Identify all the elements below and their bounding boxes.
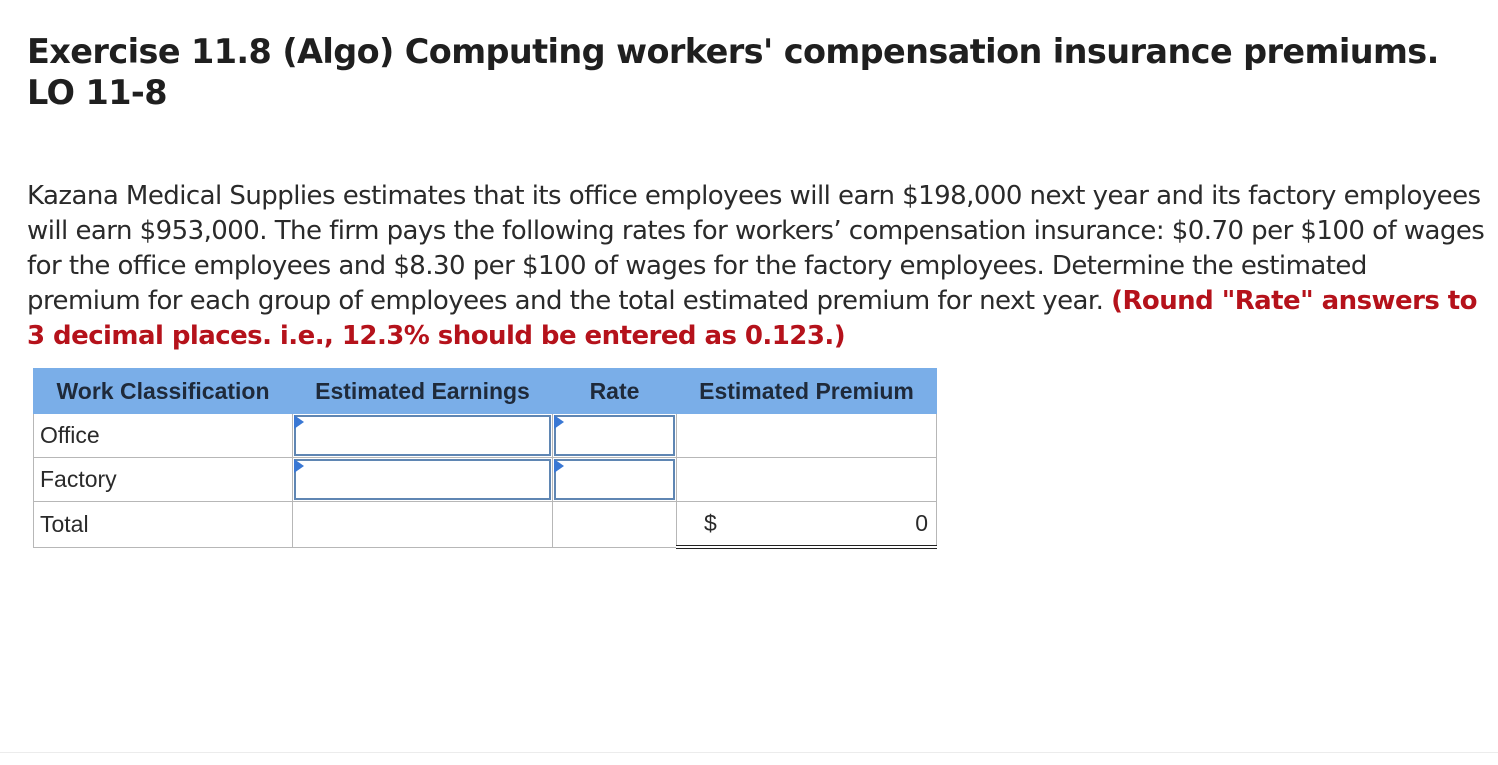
total-premium-value: 0 [915, 510, 928, 536]
input-flag-icon [294, 415, 304, 429]
total-label: Total [34, 502, 293, 548]
office-rate-cell [553, 414, 677, 458]
table-row-office [34, 414, 937, 458]
header-rate: Rate [553, 369, 677, 414]
factory-rate-cell [553, 458, 677, 502]
table-row-total [34, 502, 937, 548]
office-earnings-cell [293, 414, 553, 458]
factory-rate-input[interactable] [554, 459, 675, 500]
rounding-instruction: (Round "Rate" answers to 3 decimal places. i.e., 12.3% should be entered as 0.123.) [27, 286, 1477, 351]
input-flag-icon [554, 459, 564, 473]
total-premium-cell [677, 502, 937, 548]
total-earnings-cell [293, 502, 553, 548]
problem-text: Kazana Medical Supplies estimates that its office employees will earn $198,000 next year and its factory employees will earn $953,000. The firm pays the following rates for workers’ compensation insurance: $0.70 per $100 of wages for the office employees and $8.30 per $100 of wages for the factory employees. Determine the estimated premium for each group of employees and the total estimated premium for next year. [27, 181, 1485, 316]
office-label: Office [34, 414, 293, 458]
table-row-factory [34, 458, 937, 502]
currency-symbol: $ [704, 510, 717, 536]
office-earnings-input[interactable] [294, 415, 551, 456]
header-work-classification: Work Classification [34, 369, 293, 414]
total-rate-cell [553, 502, 677, 548]
factory-label: Factory [34, 458, 293, 502]
input-flag-icon [554, 415, 564, 429]
factory-earnings-cell [293, 458, 553, 502]
input-flag-icon [294, 459, 304, 473]
header-estimated-premium: Estimated Premium [677, 369, 937, 414]
factory-earnings-input[interactable] [294, 459, 551, 500]
office-rate-input[interactable] [554, 415, 675, 456]
header-estimated-earnings: Estimated Earnings [293, 369, 553, 414]
premium-table [33, 368, 937, 549]
factory-premium-cell [677, 458, 937, 502]
problem-statement [27, 179, 1487, 354]
table-header-row [34, 369, 937, 414]
office-premium-cell [677, 414, 937, 458]
exercise-title: Exercise 11.8 (Algo) Computing workers' compensation insurance premiums. LO 11-8 [27, 32, 1439, 112]
